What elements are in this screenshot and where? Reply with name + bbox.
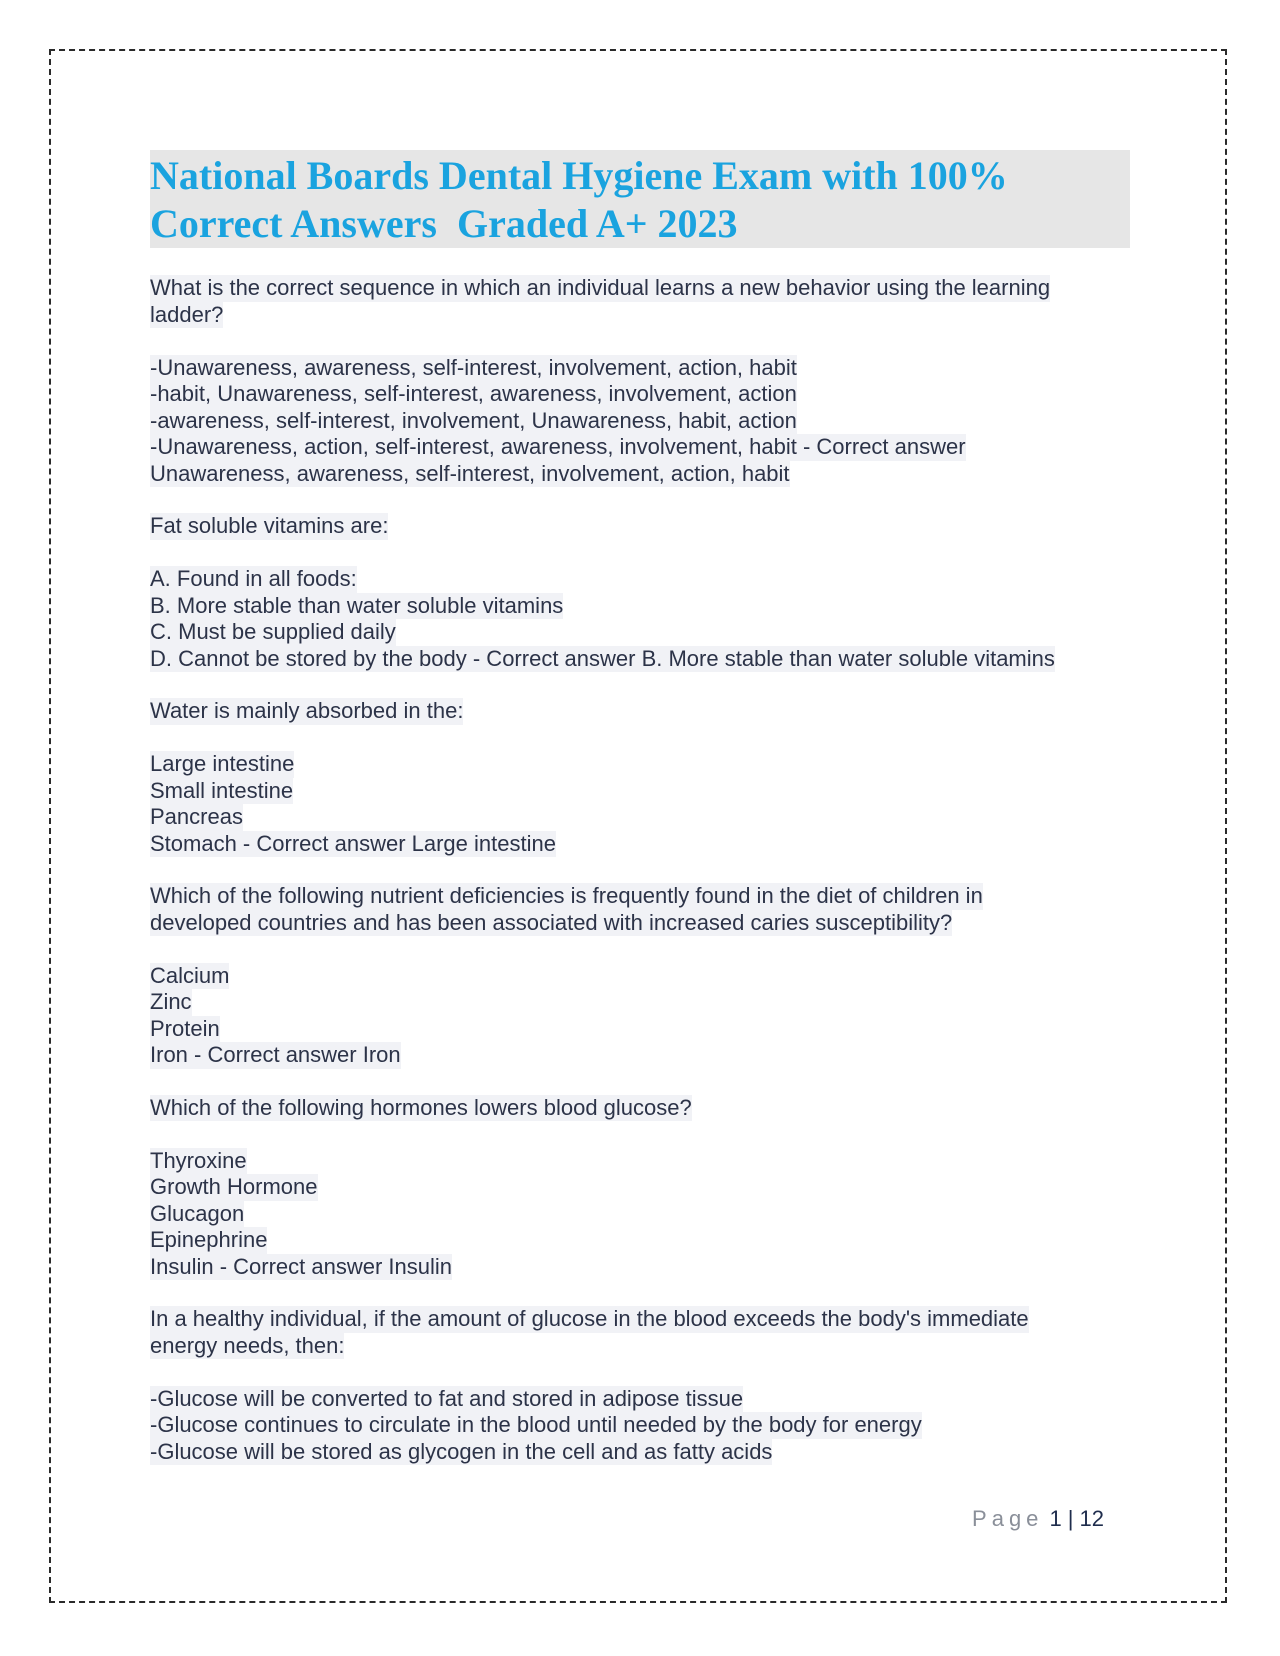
answer-option: Protein bbox=[150, 1015, 220, 1041]
answer-option: Glucagon bbox=[150, 1200, 245, 1226]
current-page-number: 1 bbox=[1049, 1506, 1062, 1531]
question-list bbox=[150, 275, 1130, 1465]
answer-option: A. Found in all foods: bbox=[150, 566, 357, 591]
answer-option: -Unawareness, awareness, self-interest, involvement, action, habit bbox=[150, 354, 797, 380]
answer-option: Small intestine bbox=[150, 777, 294, 803]
answer-option: Growth Hormone bbox=[150, 1174, 318, 1199]
question-text: Water is mainly absorbed in the: bbox=[150, 698, 464, 723]
answer-option: -awareness, self-interest, involvement, Unawareness, habit, action bbox=[150, 407, 797, 433]
answer-option: Iron - Correct answer Iron bbox=[150, 1042, 401, 1067]
spacer bbox=[150, 725, 1130, 752]
title-line-2: Correct Answers Graded A+ 2023 bbox=[150, 201, 738, 246]
answer-option: -habit, Unawareness, self-interest, awareness, involvement, action bbox=[150, 381, 797, 406]
title-line-1: National Boards Dental Hygiene Exam with 100% bbox=[150, 153, 1008, 198]
answer-option: Epinephrine bbox=[150, 1227, 268, 1252]
question-text: energy needs, then: bbox=[150, 1332, 345, 1358]
answer-option: Zinc bbox=[150, 989, 192, 1014]
question-text: Which of the following nutrient deficiencies is frequently found in the diet of children in bbox=[150, 883, 983, 908]
page-label: Page bbox=[972, 1506, 1044, 1531]
answer-option: D. Cannot be stored by the body - Correct answer B. More stable than water soluble vitamins bbox=[150, 645, 1055, 671]
question-block bbox=[150, 275, 1130, 487]
question-block bbox=[150, 883, 1130, 1069]
document-title bbox=[150, 150, 1130, 248]
answer-option: Calcium bbox=[150, 962, 230, 988]
spacer bbox=[150, 328, 1130, 355]
question-text: In a healthy individual, if the amount of glucose in the blood exceeds the body's immediate bbox=[150, 1306, 1029, 1331]
question-block bbox=[150, 1095, 1130, 1281]
question-text: developed countries and has been associated with increased caries susceptibility? bbox=[150, 909, 953, 935]
answer-option: -Glucose will be stored as glycogen in the cell and as fatty acids bbox=[150, 1438, 773, 1464]
answer-option: Stomach - Correct answer Large intestine bbox=[150, 830, 556, 856]
question-block bbox=[150, 698, 1130, 857]
answer-option: Pancreas bbox=[150, 804, 243, 829]
answer-option: B. More stable than water soluble vitamins bbox=[150, 592, 564, 618]
page-separator: | bbox=[1067, 1506, 1074, 1531]
total-pages: 12 bbox=[1079, 1506, 1104, 1531]
question-text: ladder? bbox=[150, 301, 224, 327]
page-footer bbox=[972, 1506, 1104, 1532]
question-block bbox=[150, 513, 1130, 672]
answer-option: -Unawareness, action, self-interest, awareness, involvement, habit - Correct answer bbox=[150, 434, 966, 459]
answer-option: Unawareness, awareness, self-interest, involvement, action, habit bbox=[150, 460, 790, 486]
spacer bbox=[150, 1121, 1130, 1148]
spacer bbox=[150, 540, 1130, 567]
spacer bbox=[150, 936, 1130, 963]
document-content bbox=[150, 150, 1130, 1491]
answer-option: C. Must be supplied daily bbox=[150, 619, 396, 644]
question-text: What is the correct sequence in which an individual learns a new behavior using the learning bbox=[150, 275, 1051, 300]
question-text: Which of the following hormones lowers blood glucose? bbox=[150, 1094, 692, 1120]
answer-option: Insulin - Correct answer Insulin bbox=[150, 1253, 453, 1279]
answer-option: -Glucose continues to circulate in the blood until needed by the body for energy bbox=[150, 1412, 922, 1437]
answer-option: Thyroxine bbox=[150, 1147, 247, 1173]
answer-option: -Glucose will be converted to fat and stored in adipose tissue bbox=[150, 1385, 744, 1411]
answer-option: Large intestine bbox=[150, 751, 295, 776]
spacer bbox=[150, 1359, 1130, 1386]
question-block bbox=[150, 1306, 1130, 1465]
question-text: Fat soluble vitamins are: bbox=[150, 513, 389, 538]
